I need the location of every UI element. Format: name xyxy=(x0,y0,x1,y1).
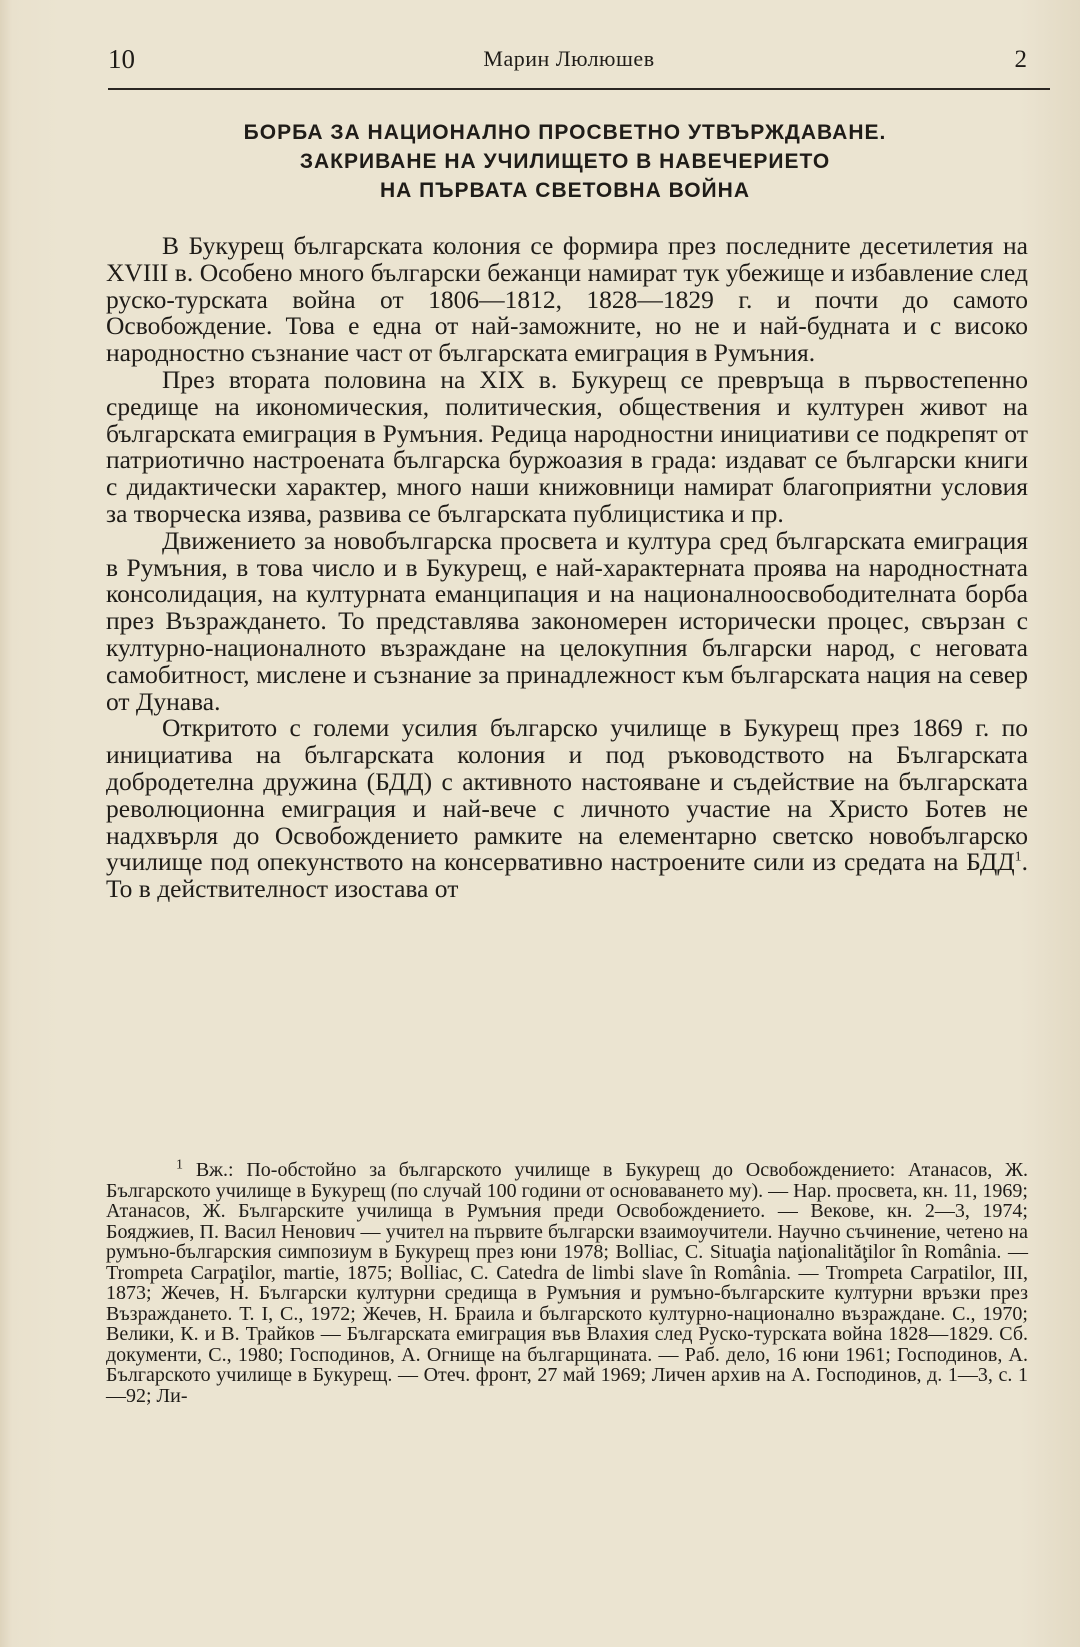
header-rule xyxy=(108,88,1050,90)
section-title-line-1: БОРБА ЗА НАЦИОНАЛНО ПРОСВЕТНО УТВЪРЖДАВАНЕ. xyxy=(243,121,887,144)
section-title xyxy=(160,118,970,205)
section-title-line-3: НА ПЪРВАТА СВЕТОВНА ВОЙНА xyxy=(380,179,750,202)
footnote-1 xyxy=(106,1157,1028,1407)
running-header xyxy=(108,40,1030,80)
paragraph-4-text-before: Откритото с големи усилия българско училище в Букурещ през 1869 г. по инициатива на българската колония и под ръководството на Българската добродетелна дружина (БДД) с активното настояване и съдействие на българската революционна емиграция и най-вече с личното участие на Христо Ботев не надхвърля до Освобождението рамките на елементарно светско новобългарско училище под опекунството на консервативно настроените сили из средата на БДД xyxy=(106,713,1028,877)
paragraph-2: През втората половина на XIX в. Букурещ се превръща в първостепенно средище на икономическия, политическия, обществения и културен живот на българската емиграция в Румъния. Редица народностни инициативи се подкрепят от патриотично настроената българска буржоазия в града: издават се български книги с дидактически характер, много наши книжовници намират благоприятни условия за творческа изява, развива се българската публицистика и пр. xyxy=(106,364,1028,528)
footnote-reference: 1 xyxy=(1014,849,1022,865)
section-title-line-2: ЗАКРИВАНЕ НА УЧИЛИЩЕТО В НАВЕЧЕРИЕТО xyxy=(299,150,831,173)
section-number: 2 xyxy=(1014,46,1027,73)
paragraph-3: Движението за новобългарска просвета и култура сред българската емиграция в Румъния, в това число и в Букурещ, е най-характерната проява на народностната консолидация, на културната еманципация и на националноосвободителната борба през Възраждането. То представлява закономерен исторически процес, свързан с културно-националното възраждане на целокупния български народ, с неговата самобитност, мислене и съзнание за принадлежност към българската нация на север от Дунава. xyxy=(106,525,1028,716)
footnote-text: Вж.: По-обстойно за българското училище в Букурещ до Освобождението: Атанасов, Ж. Българското училище в Букурещ (по случай 100 години от основаването му). — Нар. просвета, кн. 11, 1969; Атанасов, Ж. Българските училища в Румъния преди Освобождението. — Векове, кн. 2—3, 1974; Бояджиев, П. Васил Ненович — учител на първите български взаимоучители. Научно съчинение, четено на румъно-българския симпозиум в Букурещ през юни 1978; Bolliac, C. Situaţia naţionalităţilor în România. — Trompeta Carpaţilor, martie, 1875; Bolliac, C. Catedra de limbi slave în România. — Trompeta Carpatilor, III, 1873; Жечев, Н. Български културни средища в Румъния и румъно-българските културни връзки през Възраждането. Т. I, С., 1972; Жечев, Н. Браила и българското културно-национално възраждане. С., 1970; Велики, К. и В. Трайков — Българската емиграция във Влахия след Руско-турската война 1828—1829. Сб. документи, С., 1980; Господинов, А. Огнище на българщината. — Раб. дело, 16 юни 1961; Господинов, А. Българското училище в Букурещ. — Отеч. фронт, 27 май 1969; Личен архив на А. Господинов, д. 1—3, с. 1—92; Ли- xyxy=(106,1159,1028,1407)
paragraph-1: В Букурещ българската колония се формира през последните десетилетия на XVIII в. Особено много български бежанци намират тук убежище и избавление след руско-турската война от 1806—1812, 1828—1829 г. и почти до самото Освобождение. Това е една от най-заможните, но не и най-будната и с високо народностно съзнание част от българската емиграция в Румъния. xyxy=(106,231,1028,368)
paragraph-4-text-after: . То в действителност изостава от xyxy=(106,847,1028,904)
body-text xyxy=(106,233,1028,903)
footnote-marker: 1 xyxy=(176,1157,183,1173)
footnote xyxy=(106,1157,1028,1407)
running-author: Марин Люлюшев xyxy=(483,46,655,71)
paragraph-4 xyxy=(106,715,1028,903)
page-number: 10 xyxy=(108,44,135,74)
